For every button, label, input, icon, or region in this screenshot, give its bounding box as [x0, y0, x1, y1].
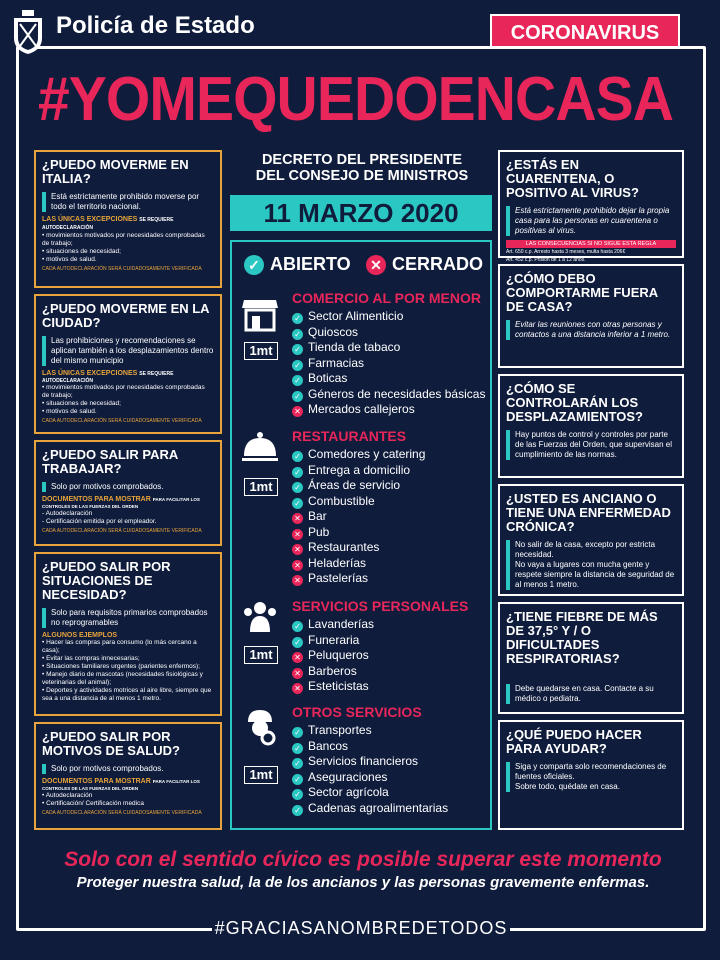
check-icon: ✓ — [292, 805, 303, 816]
item-closed — [292, 648, 468, 664]
right-card-help — [498, 720, 684, 830]
left-card-health — [34, 722, 222, 830]
question: ¿USTED ES ANCIANO O TIENE UNA ENFERMEDAD CRÓNICA? — [506, 491, 671, 534]
bullet: • Deportes y actividades motrices al aire libre, siempre que sea a una distancia de al menos 1 metro. — [42, 687, 212, 702]
documents-label: DOCUMENTOS PARA MOSTRAR — [42, 496, 151, 503]
left-card-work — [34, 440, 222, 546]
item-label: Funeraria — [308, 632, 360, 647]
item-label: Quioscos — [308, 324, 359, 339]
exceptions-label: LAS ÚNICAS EXCEPCIONES — [42, 216, 138, 223]
right-card-controls — [498, 374, 684, 478]
bullet: • Situaciones familiares urgentes (parientes enfermos); — [42, 663, 200, 670]
question: ¿PUEDO SALIR POR MOTIVOS DE SALUD? — [42, 729, 180, 758]
item-label: Esteticistas — [308, 679, 369, 693]
item-open — [292, 723, 448, 739]
item-open — [292, 463, 425, 479]
cross-icon: ✕ — [292, 406, 303, 417]
check-icon: ✓ — [292, 758, 303, 769]
item-closed — [292, 509, 425, 525]
distance-badge: 1mt — [244, 646, 278, 664]
people-icon — [240, 598, 280, 638]
left-card-necessity — [34, 552, 222, 716]
bullet: • Certificación/ Certificación medica — [42, 800, 144, 807]
subslogan: Proteger nuestra salud, la de los ancianos y las personas gravemente enfermas. — [76, 874, 650, 891]
item-label: Lavanderías — [308, 617, 375, 631]
check-icon: ✓ — [292, 391, 303, 402]
item-label: Bancos — [308, 738, 349, 753]
item-label: Mercados callejeros — [308, 402, 415, 416]
distance-badge: 1mt — [244, 766, 278, 784]
documents-label: DOCUMENTOS PARA MOSTRAR — [42, 778, 151, 785]
item-open — [292, 801, 448, 817]
item-open — [292, 325, 485, 341]
consequences-bar: LAS CONSECUENCIAS SI NO SIGUE ESTA REGLA — [506, 240, 676, 248]
section-other-services — [292, 704, 448, 816]
item-open — [292, 371, 485, 387]
item-label: Farmacias — [308, 355, 365, 370]
answer: Está estrictamente prohibido dejar la propia casa para las personas en cuarentena o positivas al virus. — [506, 206, 676, 236]
answer: Las prohibiciones y recomendaciones se aplican también a los desplazamientos dentro del mismo municipio — [42, 336, 214, 366]
answer: Solo por motivos comprobados. — [42, 764, 214, 774]
item-label: Sector agrícola — [308, 785, 389, 799]
section-title: RESTAURANTES — [292, 428, 407, 444]
item-label: Peluqueros — [308, 648, 369, 662]
question: ¿CÓMO SE CONTROLARÁN LOS DESPLAZAMIENTOS? — [506, 381, 643, 424]
check-icon: ✓ — [292, 637, 303, 648]
item-closed — [292, 402, 485, 418]
bullet: • situaciones de necesidad; — [42, 400, 121, 407]
cross-icon: ✕ — [292, 683, 303, 694]
check-icon: ✓ — [292, 621, 303, 632]
footnote: CADA AUTODECLARACIÓN SERÁ CUIDADOSAMENTE VERIFICADA — [42, 418, 202, 424]
org-name: Policía de Estado — [56, 12, 255, 39]
check-icon: ✓ — [292, 375, 303, 386]
bullet: de trabajo; — [42, 392, 73, 399]
item-label: Bar — [308, 509, 327, 523]
answer: No salir de la casa, excepto por estricta necesidad. — [515, 540, 656, 559]
item-open — [292, 754, 448, 770]
cross-icon: ✕ — [292, 544, 303, 555]
answer: Hay puntos de control y controles por parte de las Fuerzas del Orden, que supervisan el cumplimiento de las normas. — [506, 430, 676, 460]
check-icon: ✓ — [292, 451, 303, 462]
item-label: Entrega a domicilio — [308, 462, 411, 477]
cross-icon: ✕ — [292, 560, 303, 571]
item-open — [292, 617, 468, 633]
left-card-italy — [34, 150, 222, 288]
section-title: COMERCIO AL POR MENOR — [292, 290, 482, 306]
right-card-fever — [498, 602, 684, 714]
legend-closed: ✕ CERRADO — [366, 254, 483, 275]
item-closed — [292, 525, 425, 541]
item-label: Aseguraciones — [308, 769, 388, 784]
bullet: • Hacer las compras para consumo (lo más cercano a casa); — [42, 639, 197, 654]
check-icon: ✓ — [292, 344, 303, 355]
item-label: Heladerías — [308, 555, 367, 570]
examples-label: ALGUNOS EJEMPLOS — [42, 632, 118, 639]
item-open — [292, 785, 448, 801]
answer: Solo por motivos comprobados. — [42, 482, 214, 492]
check-icon: ✓ — [292, 313, 303, 324]
cross-icon: ✕ — [292, 668, 303, 679]
check-icon: ✓ — [292, 482, 303, 493]
shop-icon — [240, 294, 280, 334]
slogan: Solo con el sentido cívico es posible superar este momento — [64, 848, 662, 871]
item-open — [292, 633, 468, 649]
section-personal-services — [292, 598, 468, 695]
footnote: CADA AUTODECLARACIÓN SERÁ CUIDADOSAMENTE VERIFICADA — [42, 528, 202, 534]
bullet: - Autodeclaración — [42, 510, 93, 517]
item-open — [292, 447, 425, 463]
check-icon: ✓ — [292, 498, 303, 509]
item-label: Servicios financieros — [308, 754, 419, 768]
item-label: Géneros de necesidades básicas — [308, 386, 486, 401]
item-open — [292, 739, 448, 755]
check-icon: ✓ — [292, 329, 303, 340]
footer-hashtag: #GRACIASANOMBREDETODOS — [212, 914, 510, 942]
coronavirus-badge: CORONAVIRUS — [490, 14, 680, 48]
cross-icon: ✕ — [292, 513, 303, 524]
requirement-label: PARA FACILITAR LOS CONTROLES DE LAS FUERZAS DEL ORDEN — [42, 497, 200, 509]
bullet: • Evitar las compras innecesarias; — [42, 655, 140, 662]
bullet: • motivos de salud. — [42, 256, 97, 263]
left-card-city — [34, 294, 222, 434]
question: ¿PUEDO MOVERME EN ITALIA? — [42, 157, 189, 186]
question: ¿TIENE FIEBRE DE MÁS DE 37,5° Y / O DIFICULTADES RESPIRATORIAS? — [506, 609, 658, 666]
item-label: Áreas de servicio — [308, 478, 401, 492]
item-label: Transportes — [308, 723, 372, 737]
item-open — [292, 770, 448, 786]
check-icon: ✓ — [244, 255, 264, 275]
item-label: Tienda de tabaco — [308, 340, 401, 354]
section-title: OTROS SERVICIOS — [292, 704, 422, 720]
check-icon: ✓ — [292, 743, 303, 754]
item-open — [292, 387, 485, 403]
answer: Siga y comparta solo recomendaciones de fuentes oficiales. — [515, 762, 667, 781]
bullet: • movimientos motivados por necesidades comprobadas — [42, 232, 205, 239]
distance-badge: 1mt — [244, 478, 278, 496]
police-crest-icon — [8, 8, 48, 56]
answer: Sobre todo, quédate en casa. — [515, 782, 620, 791]
item-closed — [292, 664, 468, 680]
footnote: CADA AUTODECLARACIÓN SERÁ CUIDADOSAMENTE VERIFICADA — [42, 810, 202, 816]
section-retail — [292, 290, 485, 418]
item-label: Pastelerías — [308, 571, 369, 585]
bullet: - Certificación emitida por el empleador. — [42, 518, 157, 525]
distance-badge: 1mt — [244, 342, 278, 360]
exceptions-label: LAS ÚNICAS EXCEPCIONES — [42, 370, 138, 377]
item-open — [292, 340, 485, 356]
check-icon: ✓ — [292, 467, 303, 478]
check-icon: ✓ — [292, 789, 303, 800]
answer: Está estrictamente prohibido moverse por todo el territorio nacional. — [42, 192, 214, 212]
cross-icon: ✕ — [292, 529, 303, 540]
question: ¿CÓMO DEBO COMPORTARME FUERA DE CASA? — [506, 271, 658, 314]
legend-open: ✓ ABIERTO — [244, 254, 351, 275]
cross-icon: ✕ — [366, 255, 386, 275]
item-closed — [292, 679, 468, 695]
decree-line-2: DEL CONSEJO DE MINISTROS — [255, 168, 469, 184]
question: ¿PUEDO MOVERME EN LA CIUDAD? — [42, 301, 210, 330]
right-card-quarantine — [498, 150, 684, 263]
check-icon: ✓ — [292, 774, 303, 785]
question: ¿PUEDO SALIR POR SITUACIONES DE NECESIDAD? — [42, 559, 171, 602]
item-label: Pub — [308, 524, 330, 539]
decree-date: 11 MARZO 2020 — [230, 195, 492, 231]
check-icon: ✓ — [292, 360, 303, 371]
penalty-line: Art. 452 c.p. Prisión de 1 a 12 años. — [506, 257, 586, 263]
item-open — [292, 309, 485, 325]
bullet: • situaciones de necesidad; — [42, 248, 121, 255]
requirement-label: PARA FACILITAR LOS CONTROLES DE LAS FUERZAS DEL ORDEN — [42, 779, 200, 791]
bullet: • motivos de salud. — [42, 408, 97, 415]
bullet: de trabajo; — [42, 240, 73, 247]
item-closed — [292, 556, 425, 572]
requirement-label: SE REQUIERE AUTODECLARACIÓN — [42, 371, 174, 384]
cross-icon: ✕ — [292, 575, 303, 586]
right-card-behaviour — [498, 264, 684, 368]
section-title: SERVICIOS PERSONALES — [292, 598, 469, 614]
item-label: Sector Alimenticio — [308, 309, 404, 323]
right-card-elderly — [498, 484, 684, 596]
decree-line-1: DECRETO DEL PRESIDENTE — [261, 152, 463, 168]
section-restaurants — [292, 428, 425, 587]
check-icon: ✓ — [292, 727, 303, 738]
penalty-line: Art. 650 c.p. Arresto hasta 3 meses, multa hasta 206€ — [506, 249, 626, 255]
rules-panel — [230, 240, 492, 830]
item-label: Combustible — [308, 493, 375, 508]
question: ¿PUEDO SALIR PARA TRABAJAR? — [42, 447, 178, 476]
cross-icon: ✕ — [292, 652, 303, 663]
answer: No vaya a lugares con mucha gente y respete siempre la distancia de seguridad de al menos 1 metro. — [515, 560, 675, 589]
answer: Solo para requisitos primarios comprobados no reprogramables — [42, 608, 214, 628]
bullet: • Autodeclaración — [42, 792, 93, 799]
worker-icon — [240, 706, 280, 746]
requirement-label: SE REQUIERE AUTODECLARACIÓN — [42, 217, 174, 231]
answer: Evitar las reuniones con otras personas y contactos a una distancia inferior a 1 metro. — [506, 320, 676, 340]
item-label: Boticas — [308, 371, 348, 385]
main-hashtag: #YOMEQUEDOENCASA — [38, 65, 674, 134]
question: ¿QUÉ PUEDO HACER PARA AYUDAR? — [506, 727, 642, 756]
item-closed — [292, 571, 425, 587]
item-open — [292, 478, 425, 494]
item-label: Cadenas agroalimentarias — [308, 800, 449, 815]
footnote: CADA AUTODECLARACIÓN SERÁ CUIDADOSAMENTE VERIFICADA — [42, 266, 202, 272]
item-label: Restaurantes — [308, 540, 380, 554]
item-closed — [292, 540, 425, 556]
answer: Debe quedarse en casa. Contacte a su médico o pediatra. — [506, 684, 676, 704]
bullet: • movimientos motivados por necesidades comprobadas — [42, 384, 205, 391]
question: ¿ESTÁS EN CUARENTENA, O POSITIVO AL VIRUS? — [506, 157, 639, 200]
item-open — [292, 356, 485, 372]
item-label: Barberos — [308, 663, 357, 678]
cloche-icon — [240, 428, 280, 468]
item-open — [292, 494, 425, 510]
bullet: • Manejo diario de mascotas (necesidades fisiológicas y veterinarias del animal); — [42, 671, 203, 686]
item-label: Comedores y catering — [308, 447, 426, 461]
